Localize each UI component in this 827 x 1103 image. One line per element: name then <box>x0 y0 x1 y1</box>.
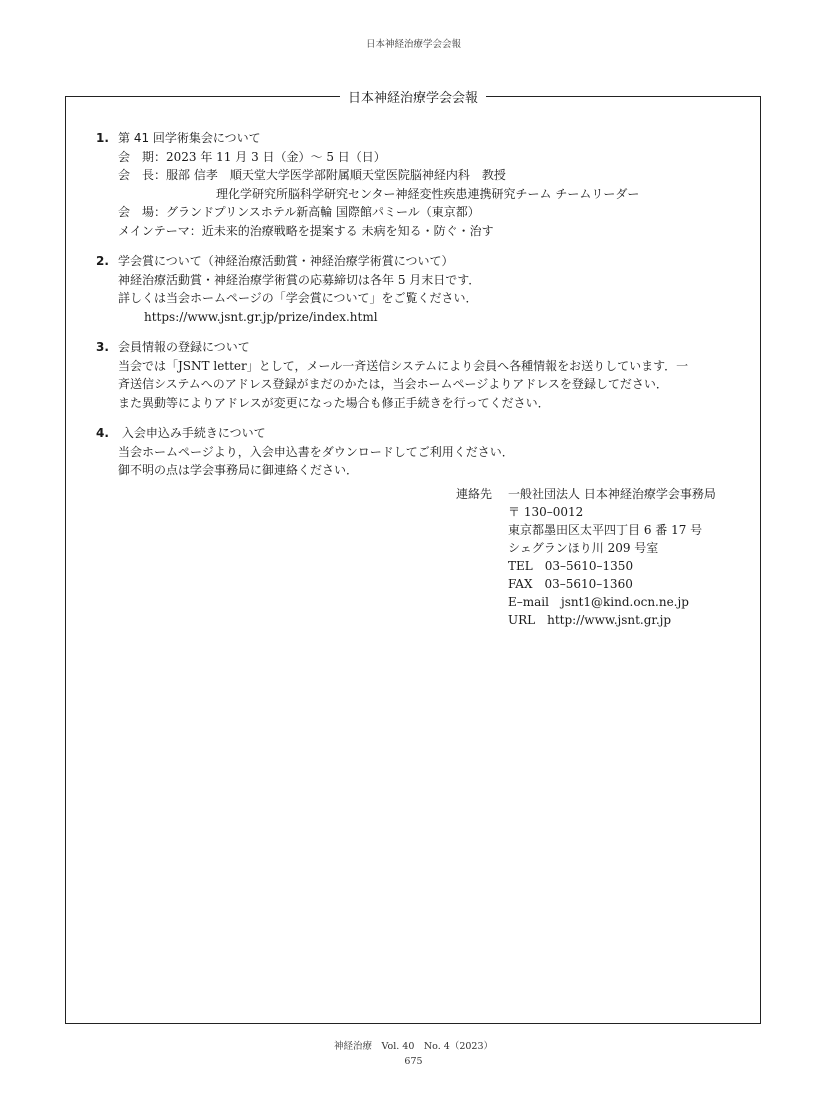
section-title: 第 41 回学術集会について <box>118 131 261 145</box>
meeting-president: 会 長：服部 信孝 順天堂大学医学部附属順天堂医院脳神経内科 教授 <box>118 168 506 182</box>
footer-journal: 神経治療 Vol. 40 No. 4（2023） <box>334 1041 493 1052</box>
section-number: 3. <box>96 340 109 354</box>
page-number: 675 <box>404 1056 423 1067</box>
awards-deadline: 神経治療活動賞・神経治療学術賞の応募締切は各年 5 月末日です． <box>118 272 481 287</box>
member-info-line: 斉送信システムへのアドレス登録がまだのかたは，当会ホームページよりアドレスを登録してださい． <box>118 377 668 391</box>
frame-title: 日本神経治療学会会報 <box>66 87 760 106</box>
awards-url-link[interactable]: https://www.jsnt.gr.jp/prize/index.html <box>144 309 378 324</box>
meeting-dates: 会 期：2023 年 11 月 3 日（金）～ 5 日（日） <box>118 149 386 164</box>
section-member-info <box>96 338 740 412</box>
membership-line: 当会ホームページより，入会申込書をダウンロードしてご利用ください． <box>118 444 514 459</box>
contact-email-link[interactable]: E–mail jsnt1@kind.ocn.ne.jp <box>508 595 689 609</box>
contact-tel: TEL 03–5610–1350 <box>508 559 634 573</box>
section-awards <box>96 252 740 326</box>
meeting-venue: 会 場：グランドプリンスホテル新高輪 国際館パミール（東京都） <box>118 205 480 219</box>
member-info-line: また異動等によりアドレスが変更になった場合も修正手続きを行ってください． <box>118 395 550 410</box>
section-number: 4. <box>96 426 109 440</box>
contact-label: 連絡先 <box>456 487 493 501</box>
section-title: 学会賞について（神経治療活動賞・神経治療学術賞について） <box>118 254 454 268</box>
bulletin-content <box>96 129 740 492</box>
member-info-line: 当会では「JSNT letter」として，メール一斉送信システムにより会員へ各種情報をお送りしています．一 <box>118 358 689 373</box>
contact-org: 一般社団法人 日本神経治療学会事務局 <box>508 487 716 501</box>
bulletin-frame <box>65 91 761 1024</box>
section-number: 2. <box>96 254 109 268</box>
section-title: 会員情報の登録について <box>118 340 250 354</box>
contact-address-1: 東京都墨田区太平四丁目 6 番 17 号 <box>508 523 703 537</box>
contact-url-link[interactable]: URL http://www.jsnt.gr.jp <box>508 613 672 627</box>
contact-fax: FAX 03–5610–1360 <box>508 577 633 591</box>
contact-address-2: シェグランほり川 209 号室 <box>508 541 659 555</box>
running-header: 日本神経治療学会会報 <box>365 39 461 50</box>
section-title: 入会申込み手続きについて <box>118 426 266 440</box>
meeting-president-affiliation: 理化学研究所脳科学研究センター神経変性疾患連携研究チーム チームリーダー <box>216 186 640 201</box>
section-number: 1. <box>96 131 109 145</box>
section-meeting <box>96 129 740 240</box>
membership-line: 御不明の点は学会事務局に御連絡ください． <box>118 463 359 477</box>
meeting-theme: メインテーマ：近未来的治療戦略を提案する 未病を知る・防ぐ・治す <box>118 223 494 238</box>
section-membership <box>96 424 740 480</box>
contact-block <box>456 485 716 629</box>
contact-postal: 〒 130–0012 <box>508 505 584 519</box>
awards-details: 詳しくは当会ホームページの「学会賞について」をご覧ください． <box>118 291 478 305</box>
